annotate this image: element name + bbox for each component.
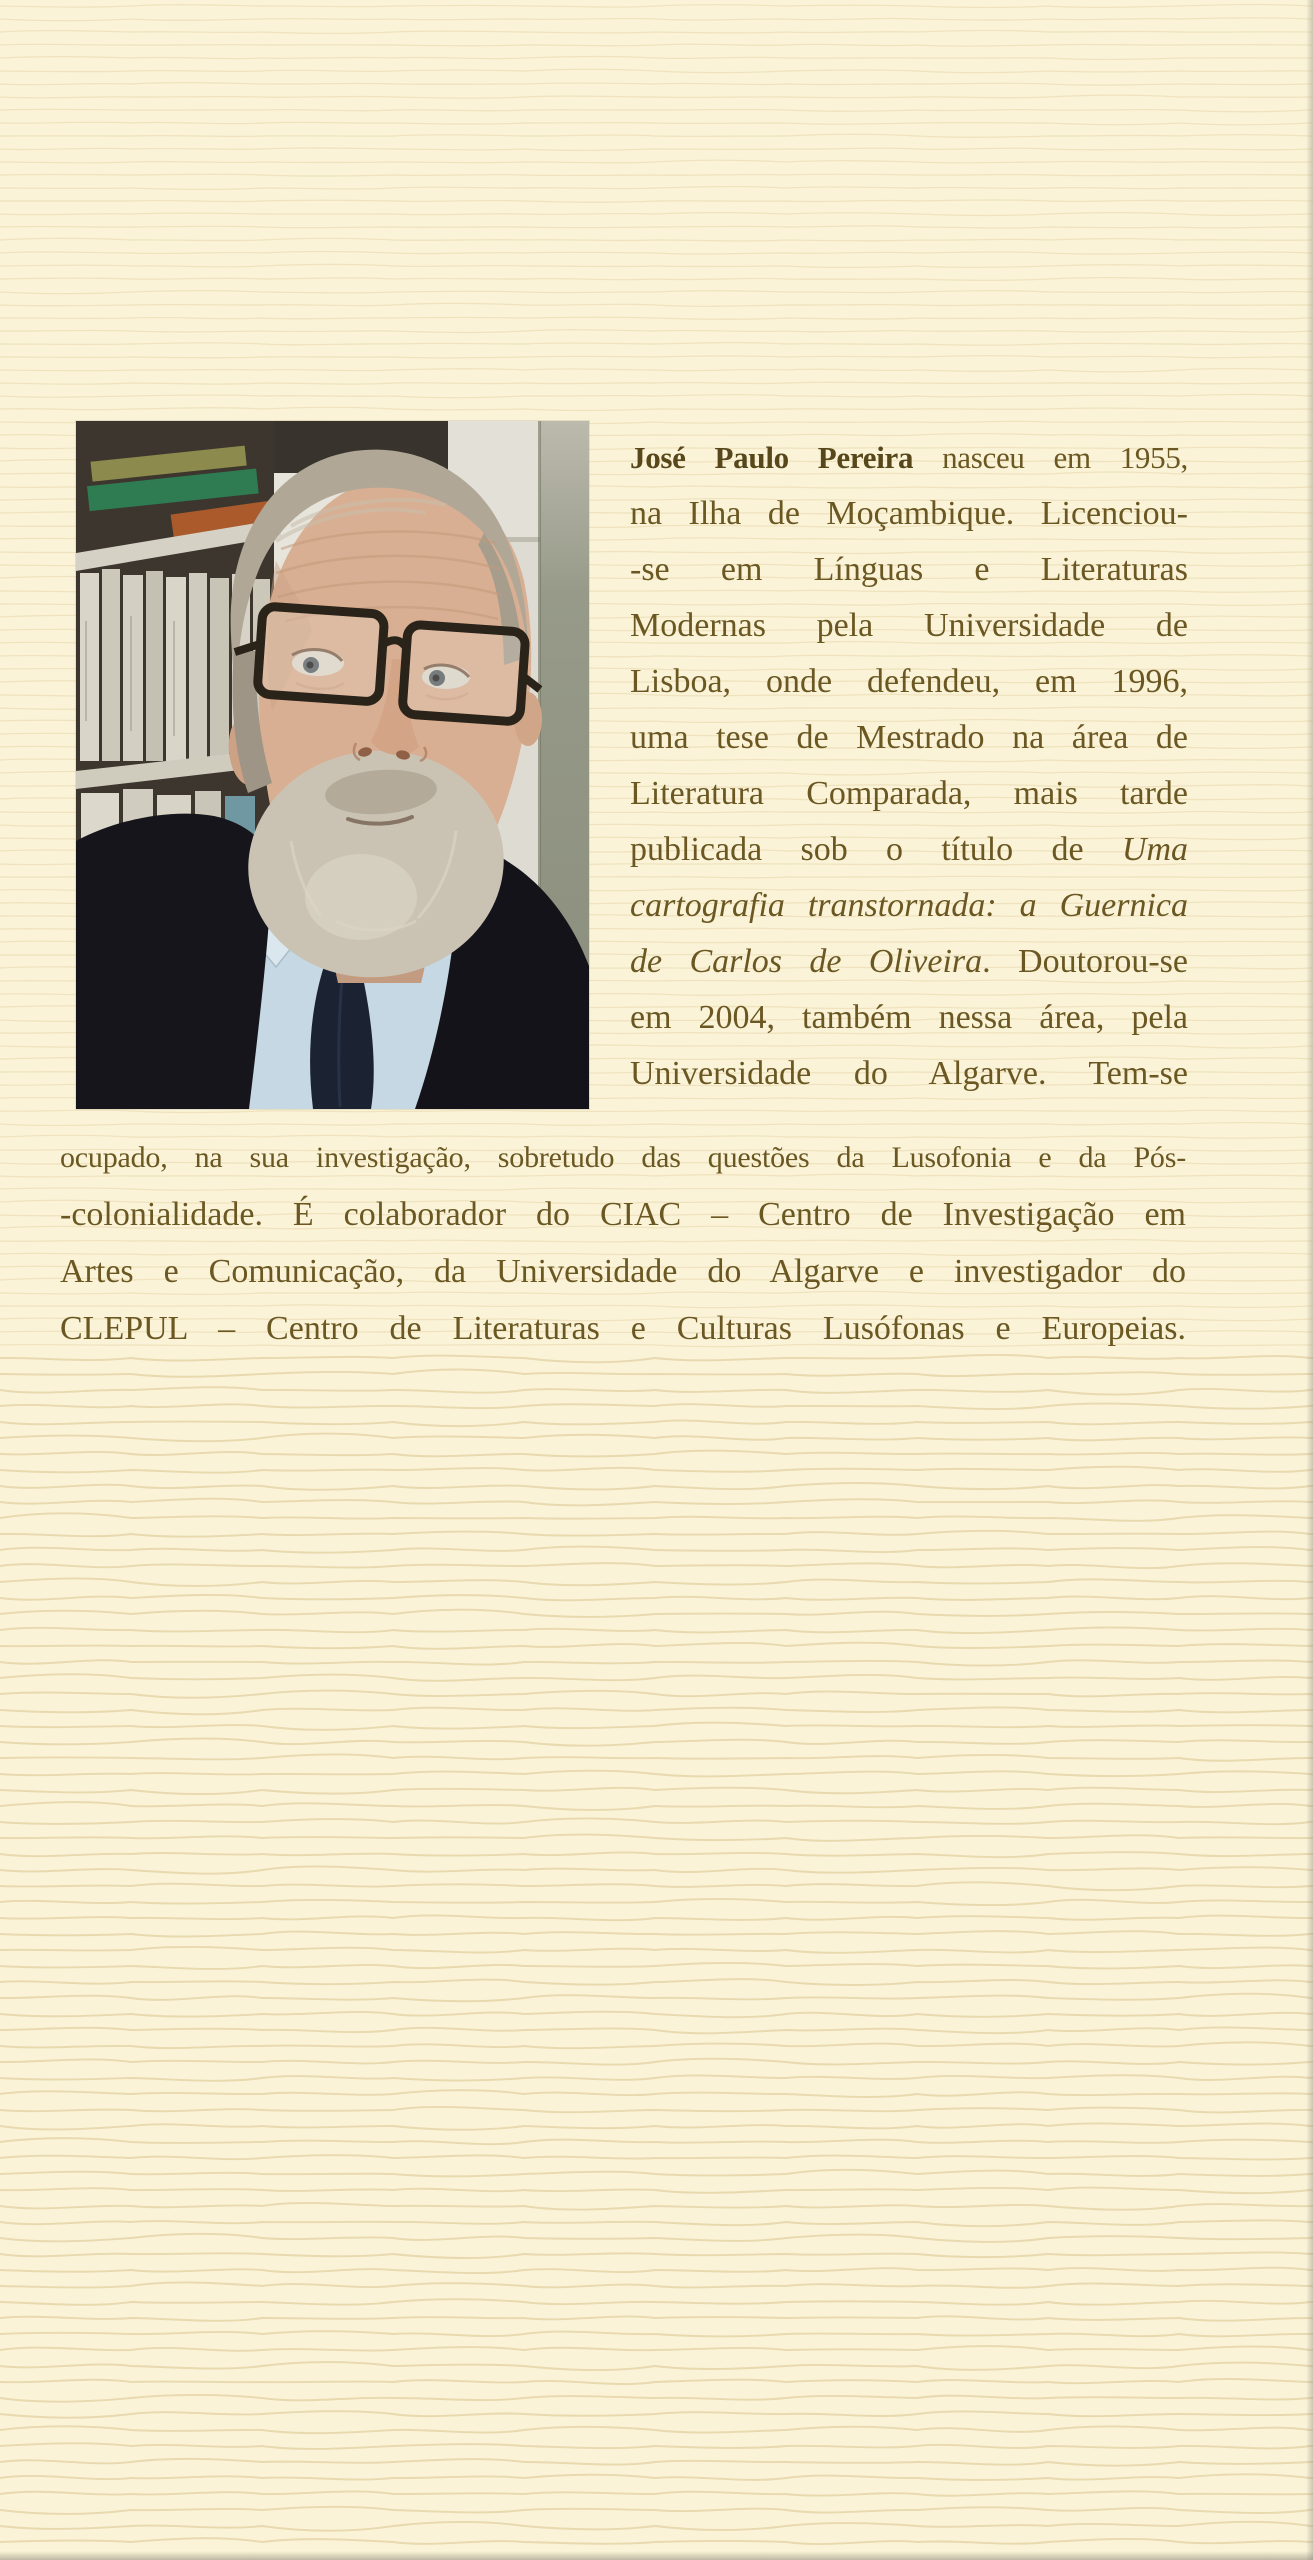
suit-left: [76, 814, 271, 1109]
bio-line: Literatura Comparada, mais tarde: [630, 775, 1188, 812]
bio-line: na Ilha de Moçambique. Licenciou-: [630, 495, 1188, 532]
bio-line: de Carlos de Oliveira. Doutorou-se: [630, 943, 1189, 980]
bio-line: -se em Línguas e Literaturas: [630, 551, 1188, 588]
bio-line: publicada sob o título de Uma: [630, 831, 1188, 868]
bio-line: José Paulo Pereira nasceu em 1955,: [630, 440, 1188, 475]
bio-line: CLEPUL – Centro de Literaturas e Culturas Lusófonas e Europeias.: [60, 1310, 1186, 1347]
bio-line: ocupado, na sua investigação, sobretudo das questões da Lusofonia e da Pós-: [60, 1141, 1186, 1174]
scan-edge-right: [1306, 0, 1313, 2560]
bio-line: Universidade do Algarve. Tem-se: [630, 1055, 1188, 1092]
bio-line: Lisboa, onde defendeu, em 1996,: [630, 663, 1188, 700]
bio-text-column: [630, 430, 1188, 1102]
author-photo: [76, 421, 589, 1109]
author-photo-illustration: [76, 421, 589, 1109]
bio-text-full-width: [60, 1129, 1186, 1357]
bio-line: Artes e Comunicação, da Universidade do Algarve e investigador do: [60, 1253, 1186, 1290]
bio-line: -colonialidade. É colaborador do CIAC – Centro de Investigação em: [60, 1196, 1186, 1233]
bio-line: cartografia transtornada: a Guernica: [630, 887, 1188, 924]
bio-line: Modernas pela Universidade de: [630, 607, 1188, 644]
bio-line: uma tese de Mestrado na área de: [630, 719, 1188, 756]
scan-edge-bottom: [0, 2551, 1313, 2560]
bio-line: em 2004, também nessa área, pela: [630, 999, 1188, 1036]
